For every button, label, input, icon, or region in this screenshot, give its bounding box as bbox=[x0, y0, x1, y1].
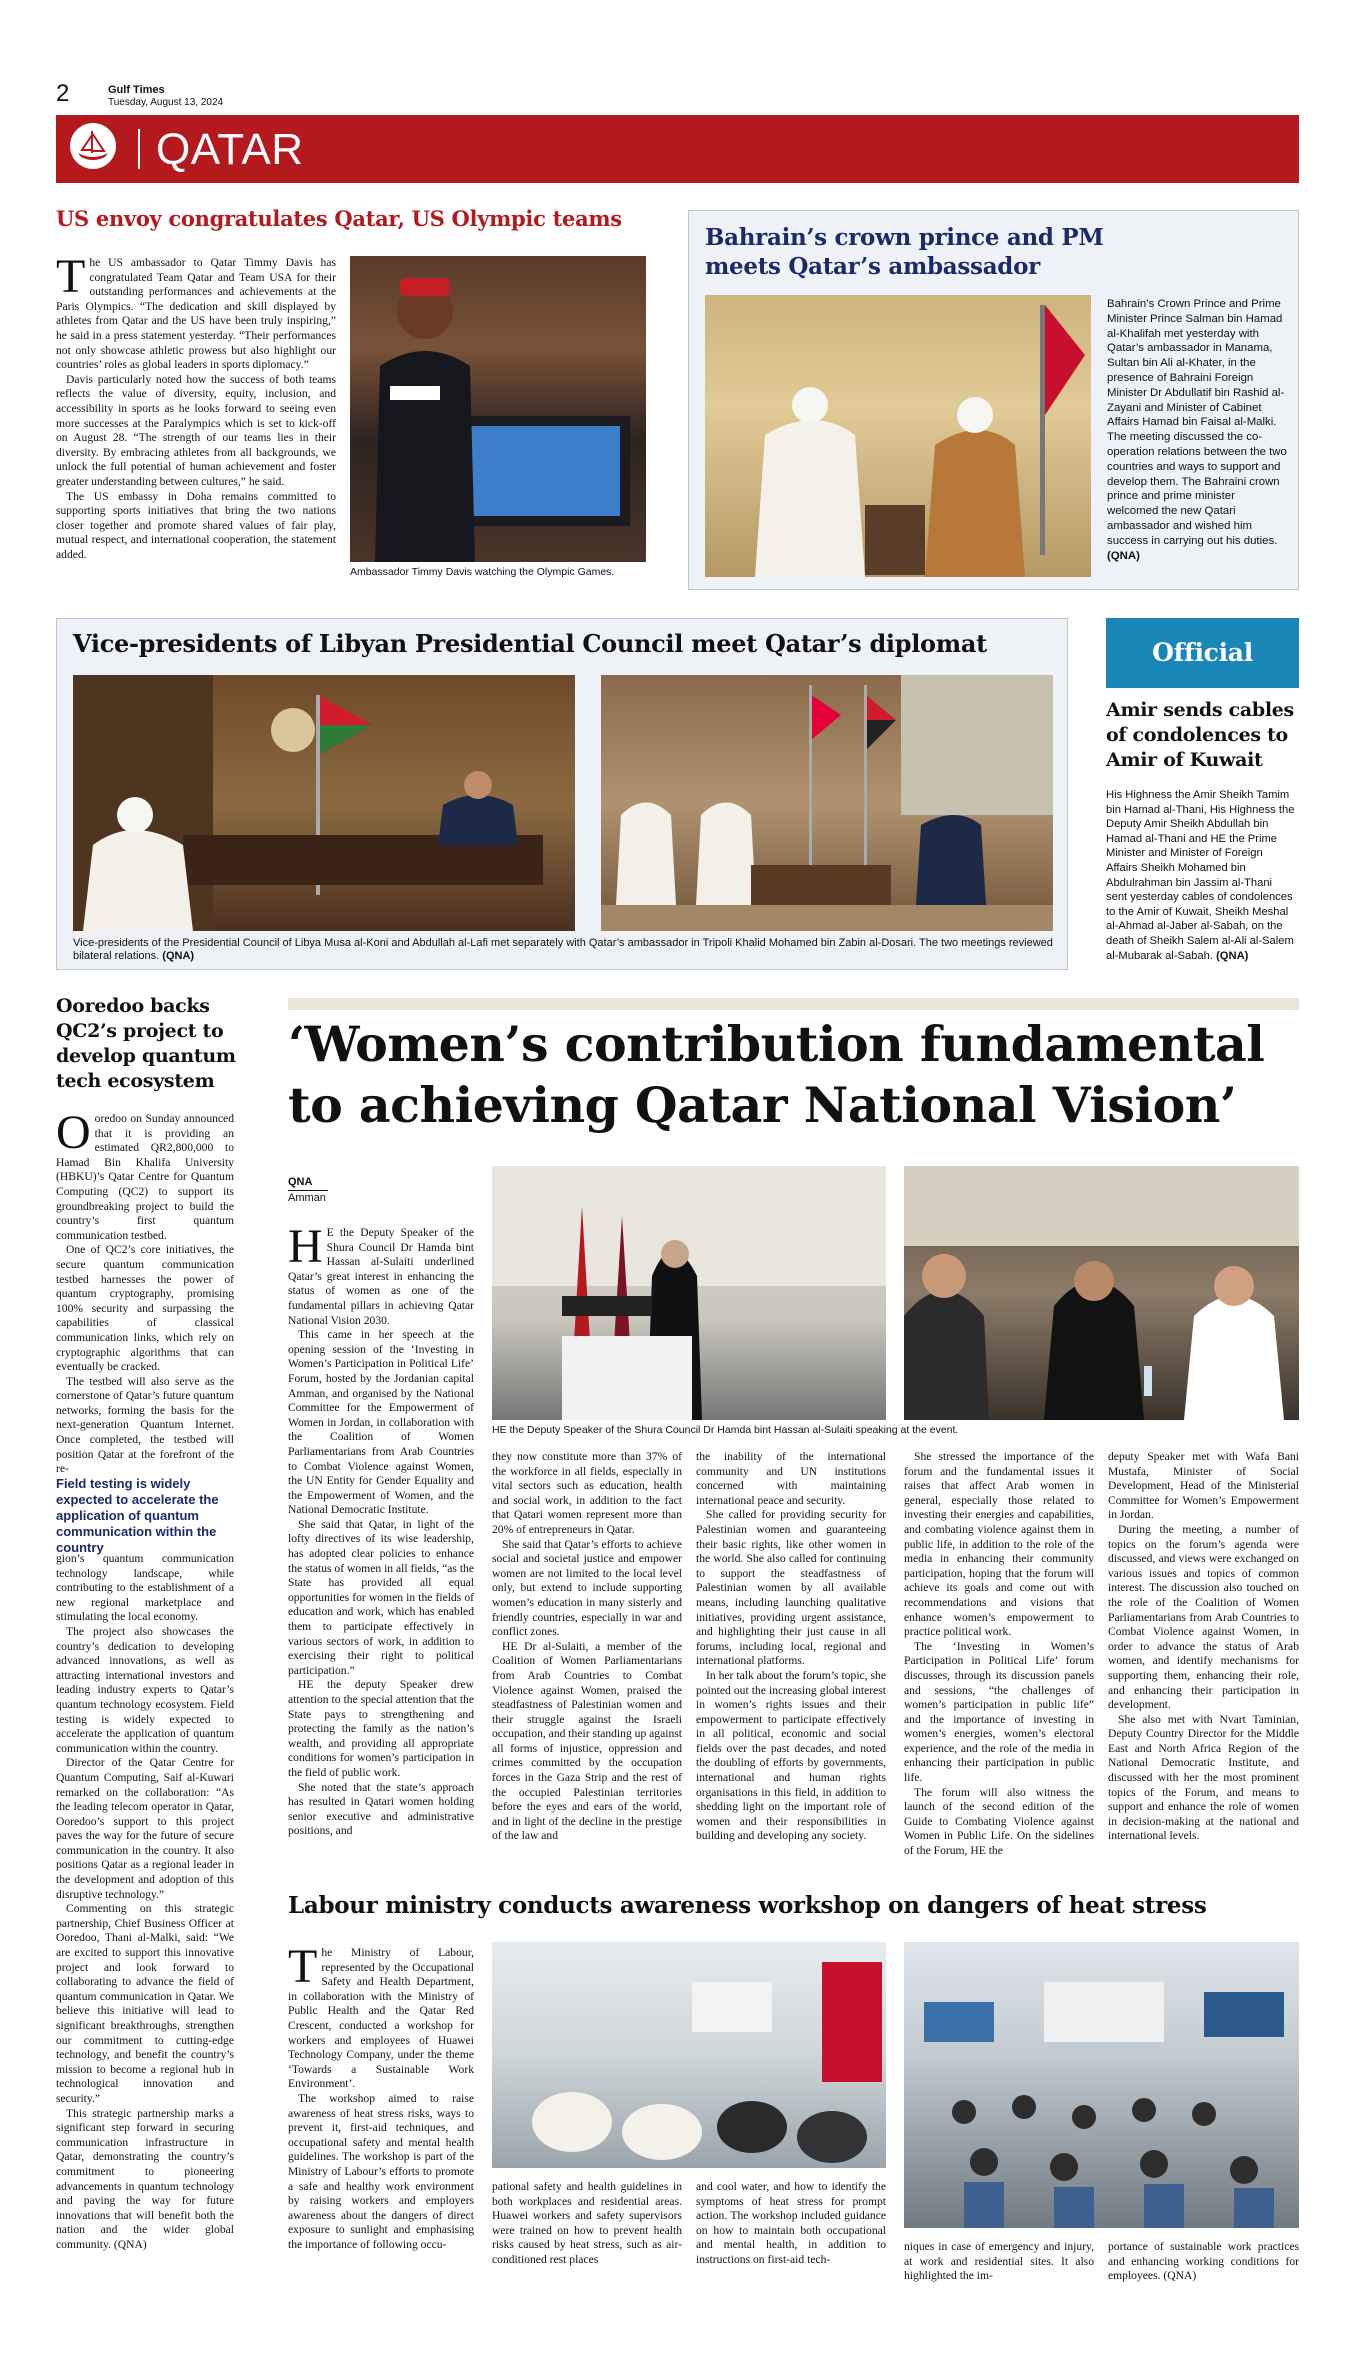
ooredoo-para-1: Ooredoo on Sunday announced that it is providing an estimated QR2,800,000 to Hamad Bin Khalifa University (HBKU)’s Qatar Centre for Quantum Computing (QC2) to support its groundbreaking project to build the country’s first quantum communication testbed. bbox=[56, 1106, 234, 1242]
bahrain-body: Bahrain’s Crown Prince and Prime Minister Prince Salman bin Hamad al-Khalifah met yesterday with Qatar’s ambassador in Manama, Sultan bin Ali al-Khater, in the presence of Bahraini Foreign Minister Dr Abdullatif bin Rashid al-Zayani and Minister of Cabinet Affairs Hamad bin Faisal al-Malki. The meeting discussed the co-operation relations between the two countries and ways to support and develop them. The Bahraini crown prince and prime minister welcomed the new Qatari ambassador and wished him success in carrying out his duties. bbox=[1107, 298, 1287, 547]
bahrain-text bbox=[1107, 297, 1287, 563]
byline-place: Amman bbox=[288, 1192, 326, 1204]
banner-divider bbox=[138, 129, 140, 169]
ooredoo-para-5: The project also showcases the country’s dedication to developing advanced innovations, as well as attracting international investors and leading industry experts to Qatar’s quantum technology ecosystem. Field testing is widely expected to accelerate the application of quantum communication within the country. bbox=[56, 1624, 234, 1755]
labour-workshop-photo-2 bbox=[904, 1942, 1299, 2228]
paper-name: Gulf Times bbox=[108, 84, 165, 96]
women-c5-p3: She also met with Nvart Taminian, Deputy Country Director for the Middle East and North Africa Region of the National Democratic Institute, and discussed with her the most prominent topics of the Forum, and means to support and enhance the role of women in decision-making at the national and international levels. bbox=[1108, 1712, 1299, 1843]
official-body: His Highness the Amir Sheikh Tamim bin Hamad al-Thani, His Highness the Deputy Amir Sheikh Abdullah bin Hamad al-Thani and HE the Prime Minister and Minister of Foreign Affairs Sheikh Mohamed bin Abdulrahman bin Jassim al-Thani sent yesterday cables of condolences to the Amir of Kuwait, Sheikh Meshal al-Ahmad al-Jaber al-Sabah, on the death of Sheikh Salem al-Ali al-Salem al-Mubarak al-Sabah. bbox=[1106, 789, 1295, 962]
labour-col-4: niques in case of emergency and injury, at work and residential sites. It also highlighted the im- bbox=[904, 2240, 1094, 2283]
women-c1-p3: She said that Qatar, in light of the lofty directives of its wise leadership, has adopted clear policies to enhance the status of women in all fields, “as the State has provided all equal opportunities for women in the fields of education and work, which has enabled them to participate effectively in various sectors of work, in addition to exercising their right to political participation.” bbox=[288, 1517, 474, 1677]
bahrain-box bbox=[688, 210, 1299, 590]
women-c3-p2: She called for providing security for Palestinian women and guaranteeing their basic rights, like other women in the world. She also called for continuing to support the steadfastness of Palestinian women by all available means, including launching qualitative initiatives, providing urgent assistance, and highlighting their just cause in all forums, including local, regional and international platforms. bbox=[696, 1508, 886, 1668]
official-banner: Official bbox=[1106, 618, 1299, 688]
byline-agency: QNA bbox=[288, 1176, 313, 1188]
bahrain-meeting-photo bbox=[705, 295, 1091, 577]
women-c5-p1: deputy Speaker met with Wafa Bani Mustafa, Minister of Social Development, Head of the Ministerial Committee for Women’s Empowerment in Jordan. bbox=[1108, 1450, 1299, 1522]
us-ambassador-photo bbox=[350, 256, 646, 562]
us-headline: US envoy congratulates Qatar, US Olympic teams bbox=[56, 206, 622, 231]
women-col-2 bbox=[492, 1450, 682, 1844]
labour-workshop-photo-1 bbox=[492, 1942, 886, 2168]
women-headline: ‘Women’s contribution fundamental to achieving Qatar National Vision’ bbox=[288, 1015, 1265, 1134]
ooredoo-para-7: Commenting on this strategic partnership, Chief Business Officer at Ooredoo, Thani al-Malki, said: “We are excited to support this innovative project and look forward to collaborating to advance the field of quantum communication in Qatar. We believe this initiative will lead to significant breakthroughs, strengthen our commitment to cutting-edge technology, and benefit the country’s mission to become a regional hub in technological innovation and security.” bbox=[56, 1902, 234, 2105]
section-banner bbox=[56, 115, 1299, 183]
section-title: QATAR bbox=[156, 125, 304, 174]
women-c3-p1: the inability of the international community and UN institutions concerned with maintaining international peace and security. bbox=[696, 1450, 886, 1507]
page-number: 2 bbox=[56, 80, 70, 107]
women-photo-caption: HE the Deputy Speaker of the Shura Council Dr Hamda bint Hassan al-Sulaiti speaking at the event. bbox=[492, 1424, 959, 1436]
women-c4-p3: The forum will also witness the launch of the second edition of the Guide to Combating Violence against Women in Public Life. On the sidelines of the Forum, HE the bbox=[904, 1785, 1094, 1858]
labour-col-3: and cool water, and how to identify the symptoms of heat stress for prompt action. The workshop included guidance on how to maintain both occupational and mental health, in addition to instructions on first-aid tech- bbox=[696, 2180, 886, 2266]
official-source: (QNA) bbox=[1216, 949, 1249, 962]
women-audience-photo bbox=[904, 1166, 1299, 1420]
labour-c1-p1: The Ministry of Labour, represented by the Occupational Safety and Health Department, in collaboration with the Ministry of Public Health and the Qatar Red Crescent, conducted a workshop for workers and employees of Huawei Technology Company, under the theme ‘Towards a Sustainable Work Environment’. bbox=[288, 1940, 474, 2091]
ooredoo-body-a bbox=[56, 1106, 234, 1477]
labour-col-1 bbox=[288, 1940, 474, 2252]
women-c4-p2: The ‘Investing in Women’s Participation in Political Life’ forum discusses, through its discussion panels and sessions, “the challenges of women’s participation in public life” and the importance of investing in women’s energies, women’s electoral experience, and the role of the media in enhancing their participation in public life. bbox=[904, 1639, 1094, 1785]
us-para-2: Davis particularly noted how the success of both teams reflects the value of diversity, equity, inclusion, and accessibility in sports as he looks forward to seeing even more successes at the Paralympics which is set to kick-off on August 28. “The strength of our teams lies in their diversity. By embracing athletes from all backgrounds, we unlock the full potential of human achievement and foster greater understanding between cultures,” he said. bbox=[56, 372, 336, 488]
women-c1-p1: HE the Deputy Speaker of the Shura Council Dr Hamda bint Hassan al-Sulaiti underlined Qatar’s great interest in enhancing the status of women as one of the fundamental pillars in achieving Qatar National Vision 2030. bbox=[288, 1220, 474, 1327]
libya-caption bbox=[73, 937, 1053, 963]
bahrain-headline: Bahrain’s crown prince and PM meets Qatar’s ambassador bbox=[705, 224, 1104, 280]
byline-rule bbox=[288, 1190, 328, 1191]
women-col-1 bbox=[288, 1220, 474, 1839]
women-speech-photo bbox=[492, 1166, 886, 1420]
ooredoo-para-2: One of QC2’s core initiatives, the secure quantum communication testbed harnesses the power of quantum cryptography, promising 100% security and surpassing the capabilities of classical communication links, which rely on cryptographic algorithms that can eventually be cracked. bbox=[56, 1243, 234, 1374]
us-photo-caption: Ambassador Timmy Davis watching the Olympic Games. bbox=[350, 566, 615, 578]
ooredoo-para-3: The testbed will also serve as the cornerstone of Qatar’s future quantum networks, forming the basis for the next-generation Quantum Internet. Once completed, the testbed will position Qatar at the forefront of the re- bbox=[56, 1374, 234, 1476]
ooredoo-pullquote: Field testing is widely expected to accelerate the application of quantum communication within the country bbox=[56, 1476, 219, 1555]
official-headline: Amir sends cables of condolences to Amir of Kuwait bbox=[1106, 699, 1294, 771]
ooredoo-headline: Ooredoo backs QC2’s project to develop quantum tech ecosystem bbox=[56, 995, 236, 1092]
women-c2-p1: they now constitute more than 37% of the workforce in all fields, especially in vital sectors such as education, health and social work, in addition to the fact that Qatari women represent more than 20% of entrepreneurs in Qatar. bbox=[492, 1450, 682, 1536]
women-col-4 bbox=[904, 1450, 1094, 1859]
labour-col-2: pational safety and health guidelines in both workplaces and residential areas. Huawei workers and safety supervisors were trained on how to prevent health risks caused by heat stress, such as air-conditioned rest places bbox=[492, 2180, 682, 2266]
labour-col-5: portance of sustainable work practices and enhancing working conditions for employees. (QNA) bbox=[1108, 2240, 1299, 2283]
women-c4-p1: She stressed the importance of the forum and the fundamental issues it raises that affect Arab women in general, especially those related to investing their energies and capabilities, and combating violence against them in public life, in addition to the role of the media in enhancing their community participation, hoping that the forum will achieve its goals and come out with recommendations and visions that enhance women’s empowerment to practice political work. bbox=[904, 1450, 1094, 1639]
lead-story-rule bbox=[288, 998, 1299, 1010]
libya-photo-1 bbox=[73, 675, 575, 931]
labour-c1-p2: The workshop aimed to raise awareness of heat stress risks, ways to prevent it, first-aid techniques, and occupational safety and mental health guidelines. The workshop is part of the Ministry of Labour’s efforts to promote a safe and healthy work environment by raising workers and employers awareness about the dangers of direct exposure to sunlight and emphasising the importance of following occu- bbox=[288, 2091, 474, 2251]
dhow-logo-icon bbox=[70, 123, 116, 169]
women-c1-p4: HE the deputy Speaker drew attention to the special attention that the State pays to strengthening and protecting the family as the nation’s wealth, and providing all appropriate conditions for women’s participation in the field of public work. bbox=[288, 1678, 474, 1779]
women-c1-p2: This came in her speech at the opening session of the ‘Investing in Women’s Participation in Political Life’ Forum, hosted by the Jordanian capital Amman, and organised by the National Committee for the Empowerment of Women in Jordan, in collaboration with the Coalition of Women Parliamentarians from Arab Countries to Combat Violence against Women, the UN Entity for Gender Equality and the Empowerment of Women, and the National Democratic Institute. bbox=[288, 1328, 474, 1517]
ooredoo-para-4: gion’s quantum communication technology landscape, while contributing to the establishment of a new regional marketplace and stimulating the local economy. bbox=[56, 1552, 234, 1624]
libya-photo-2 bbox=[601, 675, 1053, 931]
labour-headline: Labour ministry conducts awareness workshop on dangers of heat stress bbox=[288, 1892, 1207, 1919]
women-c3-p3: In her talk about the forum’s topic, she pointed out the increasing global interest in women’s rights issues and their empowerment to participate effectively in all political, economic and social fields over the past decades, and noted the doubling of efforts by governments, international and human rights organisations in this field, in addition to shedding light on the important role of women and their responsibilities in building and developing any society. bbox=[696, 1668, 886, 1843]
ooredoo-para-6: Director of the Qatar Centre for Quantum Computing, Saif al-Kuwari remarked on the collaboration: “As the leading telecom operator in Qatar, Ooredoo’s support to this project paves the way for the future of secure communication in the country. It also positions Qatar as a regional leader in the development and adoption of this disruptive technology.” bbox=[56, 1756, 234, 1901]
women-c2-p3: HE Dr al-Sulaiti, a member of the Coalition of Women Parliamentarians from Arab Countries to Combat Violence against Women, praised the steadfastness of Palestinian women and their struggle against the Israeli occupation, and their standing up against all forms of injustice, oppression and crimes committed by the occupation forces in the Gaza Strip and the rest of the occupied Palestinian territories before the eyes and ears of the world, and in light of the decline in the prestige of the law and bbox=[492, 1639, 682, 1843]
women-col-5 bbox=[1108, 1450, 1299, 1844]
libya-headline: Vice-presidents of Libyan Presidential Council meet Qatar’s diplomat bbox=[73, 629, 987, 658]
libya-source: (QNA) bbox=[162, 950, 195, 962]
women-col-3 bbox=[696, 1450, 886, 1844]
issue-date: Tuesday, August 13, 2024 bbox=[108, 97, 224, 108]
libya-caption-text: Vice-presidents of the Presidential Council of Libya Musa al-Koni and Abdullah al-Lafi met separately with Qatar’s ambassador in Tripoli Khalid Mohamed bin Zabin al-Dosari. The two meetings reviewed bilateral relations. bbox=[73, 937, 1053, 962]
women-c2-p2: She said that Qatar’s efforts to achieve social and societal justice and empower women are not limited to the local level only, but extend to include supporting women’s education in many sisterly and friendly countries, especially in war and conflict zones. bbox=[492, 1537, 682, 1639]
us-para-1: The US ambassador to Qatar Timmy Davis has congratulated Team Qatar and Team USA for their outstanding performances and achievements at the Paris Olympics. “The dedication and skill displayed by athletes from Qatar and the US have been truly inspiring,” he said in a press statement yesterday. “Their performances not only showcase athletic prowess but also highlight our countries’ roles as global leaders in sports diplomacy.” bbox=[56, 250, 336, 372]
official-text bbox=[1106, 788, 1296, 963]
women-c1-p5: She noted that the state’s approach has resulted in Qatari women holding senior executive and administrative positions, and bbox=[288, 1780, 474, 1838]
ooredoo-para-8: This strategic partnership marks a significant step forward in securing communication infrastructure in Qatar, demonstrating the country’s commitment to pioneering advancements in quantum technology and paving the way for future innovations that will benefit both the nation and the wider global community. (QNA) bbox=[56, 2106, 234, 2251]
women-c5-p2: During the meeting, a number of topics on the forum’s agenda were discussed, and views were exchanged on various issues and topics of common interest. The discussion also touched on the role of the Coalition of Women Parliamentarians from Arab Countries to Combat Violence against Women, in order to advance the status of Arab women, and identify mechanisms for supporting them, enhancing their role, and enhancing their participation in development. bbox=[1108, 1522, 1299, 1712]
us-para-3: The US embassy in Doha remains committed to supporting sports initiatives that bring the two nations closer together and promote shared values of fair play, mutual respect, and international cooperation, the statement added. bbox=[56, 489, 336, 561]
bahrain-source: (QNA) bbox=[1107, 549, 1140, 562]
us-article-body bbox=[56, 250, 336, 562]
ooredoo-body-b bbox=[56, 1552, 234, 2253]
libya-box bbox=[56, 618, 1068, 970]
